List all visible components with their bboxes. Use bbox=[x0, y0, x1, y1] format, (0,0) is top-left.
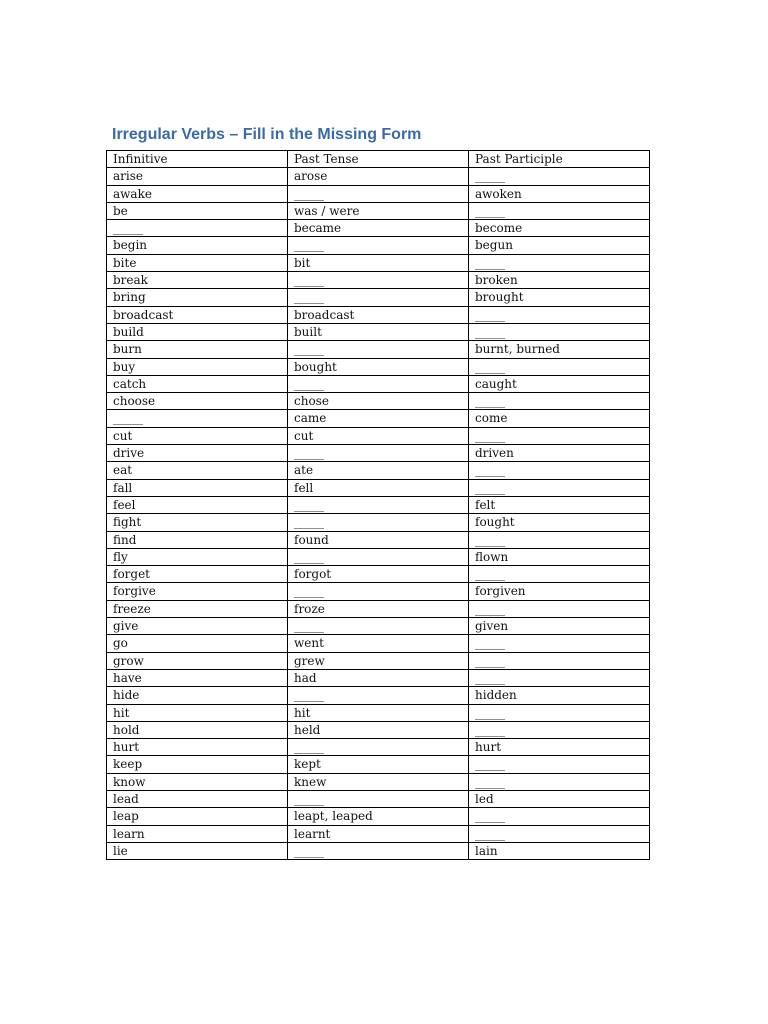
table-row bbox=[107, 687, 650, 704]
cell-infinitive: lead bbox=[107, 790, 288, 807]
cell-infinitive: hurt bbox=[107, 739, 288, 756]
table-row bbox=[107, 566, 650, 583]
cell-infinitive: fight bbox=[107, 514, 288, 531]
table-row bbox=[107, 289, 650, 306]
cell-past-tense: _____ bbox=[288, 842, 469, 859]
cell-past-tense: kept bbox=[288, 756, 469, 773]
table-row bbox=[107, 825, 650, 842]
cell-infinitive: know bbox=[107, 773, 288, 790]
cell-infinitive: hit bbox=[107, 704, 288, 721]
table-row bbox=[107, 220, 650, 237]
cell-past-tense: held bbox=[288, 721, 469, 738]
table-row bbox=[107, 306, 650, 323]
table-row bbox=[107, 393, 650, 410]
table-row bbox=[107, 462, 650, 479]
cell-past-participle: _____ bbox=[469, 566, 650, 583]
cell-infinitive: choose bbox=[107, 393, 288, 410]
cell-infinitive: keep bbox=[107, 756, 288, 773]
cell-past-tense: was / were bbox=[288, 202, 469, 219]
cell-infinitive: begin bbox=[107, 237, 288, 254]
cell-infinitive: build bbox=[107, 323, 288, 340]
cell-past-tense: ate bbox=[288, 462, 469, 479]
cell-infinitive: fall bbox=[107, 479, 288, 496]
cell-infinitive: catch bbox=[107, 375, 288, 392]
cell-infinitive: hide bbox=[107, 687, 288, 704]
table-row bbox=[107, 358, 650, 375]
table-row bbox=[107, 168, 650, 185]
cell-past-participle: _____ bbox=[469, 704, 650, 721]
table-row bbox=[107, 635, 650, 652]
table-row bbox=[107, 496, 650, 513]
verb-table bbox=[106, 150, 650, 860]
cell-past-participle: given bbox=[469, 618, 650, 635]
cell-past-participle: _____ bbox=[469, 323, 650, 340]
cell-infinitive: forget bbox=[107, 566, 288, 583]
cell-infinitive: freeze bbox=[107, 600, 288, 617]
table-row bbox=[107, 618, 650, 635]
cell-past-tense: arose bbox=[288, 168, 469, 185]
cell-past-participle: become bbox=[469, 220, 650, 237]
table-row bbox=[107, 514, 650, 531]
cell-past-tense: forgot bbox=[288, 566, 469, 583]
cell-past-participle: _____ bbox=[469, 825, 650, 842]
cell-past-participle: forgiven bbox=[469, 583, 650, 600]
cell-past-participle: led bbox=[469, 790, 650, 807]
table-row bbox=[107, 341, 650, 358]
cell-past-participle: _____ bbox=[469, 306, 650, 323]
cell-past-participle: _____ bbox=[469, 721, 650, 738]
cell-past-tense: _____ bbox=[288, 272, 469, 289]
table-row bbox=[107, 323, 650, 340]
table-body bbox=[107, 168, 650, 860]
cell-past-tense: became bbox=[288, 220, 469, 237]
cell-past-tense: _____ bbox=[288, 341, 469, 358]
cell-past-participle: awoken bbox=[469, 185, 650, 202]
cell-infinitive: forgive bbox=[107, 583, 288, 600]
cell-past-participle: come bbox=[469, 410, 650, 427]
cell-past-tense: chose bbox=[288, 393, 469, 410]
cell-past-tense: broadcast bbox=[288, 306, 469, 323]
cell-past-tense: leapt, leaped bbox=[288, 808, 469, 825]
table-row bbox=[107, 237, 650, 254]
table-row bbox=[107, 445, 650, 462]
cell-past-participle: _____ bbox=[469, 427, 650, 444]
table-row bbox=[107, 479, 650, 496]
cell-past-participle: hidden bbox=[469, 687, 650, 704]
cell-infinitive: learn bbox=[107, 825, 288, 842]
cell-past-participle: _____ bbox=[469, 202, 650, 219]
cell-infinitive: grow bbox=[107, 652, 288, 669]
cell-past-participle: _____ bbox=[469, 254, 650, 271]
table-row bbox=[107, 790, 650, 807]
cell-past-participle: begun bbox=[469, 237, 650, 254]
table-row bbox=[107, 756, 650, 773]
cell-past-participle: _____ bbox=[469, 600, 650, 617]
cell-past-participle: _____ bbox=[469, 669, 650, 686]
cell-past-tense: _____ bbox=[288, 687, 469, 704]
cell-past-tense: _____ bbox=[288, 583, 469, 600]
cell-past-tense: hit bbox=[288, 704, 469, 721]
cell-infinitive: awake bbox=[107, 185, 288, 202]
cell-infinitive: burn bbox=[107, 341, 288, 358]
cell-infinitive: hold bbox=[107, 721, 288, 738]
cell-past-participle: hurt bbox=[469, 739, 650, 756]
cell-past-tense: learnt bbox=[288, 825, 469, 842]
cell-past-participle: _____ bbox=[469, 773, 650, 790]
header-past-tense: Past Tense bbox=[288, 151, 469, 168]
table-row bbox=[107, 202, 650, 219]
table-row bbox=[107, 548, 650, 565]
cell-infinitive: give bbox=[107, 618, 288, 635]
cell-infinitive: have bbox=[107, 669, 288, 686]
cell-infinitive: leap bbox=[107, 808, 288, 825]
cell-past-tense: _____ bbox=[288, 237, 469, 254]
cell-past-tense: _____ bbox=[288, 289, 469, 306]
cell-infinitive: cut bbox=[107, 427, 288, 444]
cell-past-participle: _____ bbox=[469, 462, 650, 479]
table-row bbox=[107, 652, 650, 669]
table-row bbox=[107, 410, 650, 427]
table-row bbox=[107, 583, 650, 600]
cell-past-tense: knew bbox=[288, 773, 469, 790]
header-infinitive: Infinitive bbox=[107, 151, 288, 168]
table-row bbox=[107, 669, 650, 686]
cell-past-tense: came bbox=[288, 410, 469, 427]
cell-past-tense: _____ bbox=[288, 618, 469, 635]
cell-past-tense: froze bbox=[288, 600, 469, 617]
table-row bbox=[107, 739, 650, 756]
cell-infinitive: _____ bbox=[107, 220, 288, 237]
cell-past-tense: _____ bbox=[288, 548, 469, 565]
header-past-participle: Past Participle bbox=[469, 151, 650, 168]
cell-past-tense: bit bbox=[288, 254, 469, 271]
table-header-row bbox=[107, 151, 650, 168]
cell-past-tense: _____ bbox=[288, 496, 469, 513]
cell-past-tense: _____ bbox=[288, 739, 469, 756]
table-row bbox=[107, 842, 650, 859]
cell-past-participle: caught bbox=[469, 375, 650, 392]
cell-past-participle: _____ bbox=[469, 479, 650, 496]
cell-past-participle: fought bbox=[469, 514, 650, 531]
cell-infinitive: lie bbox=[107, 842, 288, 859]
cell-past-tense: _____ bbox=[288, 790, 469, 807]
cell-infinitive: fly bbox=[107, 548, 288, 565]
cell-infinitive: go bbox=[107, 635, 288, 652]
cell-infinitive: _____ bbox=[107, 410, 288, 427]
cell-past-participle: broken bbox=[469, 272, 650, 289]
table-row bbox=[107, 773, 650, 790]
cell-past-participle: brought bbox=[469, 289, 650, 306]
cell-past-participle: _____ bbox=[469, 756, 650, 773]
cell-infinitive: be bbox=[107, 202, 288, 219]
cell-past-tense: _____ bbox=[288, 375, 469, 392]
cell-infinitive: broadcast bbox=[107, 306, 288, 323]
cell-infinitive: drive bbox=[107, 445, 288, 462]
cell-past-participle: _____ bbox=[469, 358, 650, 375]
cell-infinitive: arise bbox=[107, 168, 288, 185]
cell-past-participle: flown bbox=[469, 548, 650, 565]
cell-past-tense: _____ bbox=[288, 445, 469, 462]
cell-past-tense: _____ bbox=[288, 185, 469, 202]
cell-past-participle: _____ bbox=[469, 168, 650, 185]
cell-past-participle: _____ bbox=[469, 531, 650, 548]
cell-infinitive: break bbox=[107, 272, 288, 289]
table-row bbox=[107, 808, 650, 825]
table-row bbox=[107, 375, 650, 392]
table-row bbox=[107, 721, 650, 738]
cell-past-participle: driven bbox=[469, 445, 650, 462]
cell-past-tense: had bbox=[288, 669, 469, 686]
cell-past-participle: _____ bbox=[469, 393, 650, 410]
cell-past-tense: fell bbox=[288, 479, 469, 496]
cell-past-tense: bought bbox=[288, 358, 469, 375]
table-header bbox=[107, 151, 650, 168]
cell-past-participle: burnt, burned bbox=[469, 341, 650, 358]
cell-infinitive: find bbox=[107, 531, 288, 548]
page-title: Irregular Verbs – Fill in the Missing Form bbox=[112, 126, 422, 143]
cell-infinitive: bite bbox=[107, 254, 288, 271]
table-row bbox=[107, 531, 650, 548]
cell-past-tense: _____ bbox=[288, 514, 469, 531]
cell-past-participle: _____ bbox=[469, 635, 650, 652]
table-row bbox=[107, 185, 650, 202]
cell-infinitive: feel bbox=[107, 496, 288, 513]
cell-past-participle: lain bbox=[469, 842, 650, 859]
cell-infinitive: buy bbox=[107, 358, 288, 375]
cell-past-tense: cut bbox=[288, 427, 469, 444]
table-row bbox=[107, 704, 650, 721]
cell-past-tense: went bbox=[288, 635, 469, 652]
cell-infinitive: eat bbox=[107, 462, 288, 479]
cell-past-tense: found bbox=[288, 531, 469, 548]
cell-past-tense: grew bbox=[288, 652, 469, 669]
cell-past-participle: felt bbox=[469, 496, 650, 513]
cell-infinitive: bring bbox=[107, 289, 288, 306]
cell-past-participle: _____ bbox=[469, 652, 650, 669]
table-row bbox=[107, 427, 650, 444]
cell-past-tense: built bbox=[288, 323, 469, 340]
cell-past-participle: _____ bbox=[469, 808, 650, 825]
table-row bbox=[107, 254, 650, 271]
table-row bbox=[107, 272, 650, 289]
table-row bbox=[107, 600, 650, 617]
